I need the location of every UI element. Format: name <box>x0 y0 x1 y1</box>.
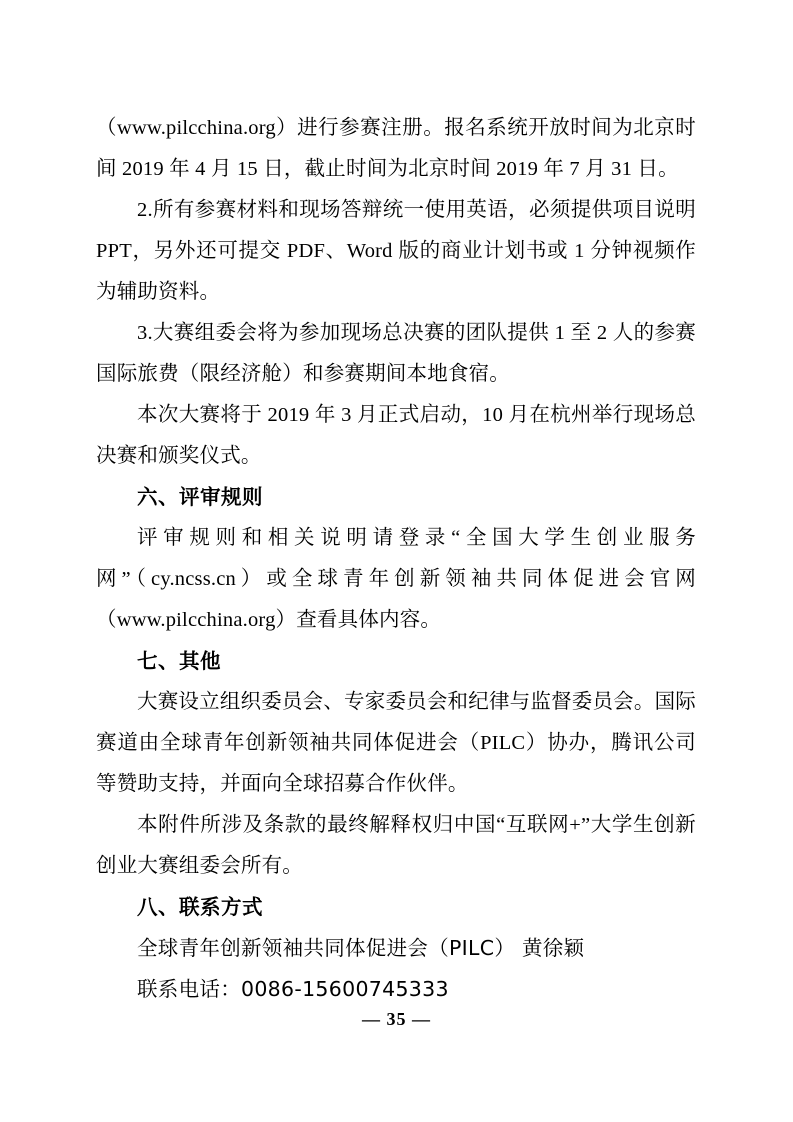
document-body <box>96 108 696 1010</box>
paragraph-schedule: 本次大赛将于 2019 年 3 月正式启动，10 月在杭州举行现场总决赛和颁奖仪式。 <box>96 404 696 467</box>
section-heading-seven: 七、其他 <box>137 649 221 673</box>
paragraph-registration: （www.pilcchina.org）进行参赛注册。报名系统开放时间为北京时间 2019 年 4 月 15 日，截止时间为北京时间 2019 年 7 月 31 日。 <box>96 117 696 180</box>
section-seven-body-2: 本附件所涉及条款的最终解释权归中国“互联网+”大学生创新创业大赛组委会所有。 <box>96 814 696 877</box>
contact-phone: 联系电话：0086-15600745333 <box>137 977 449 1001</box>
contact-organization: 全球青年创新领袖共同体促进会（PILC） 黄徐颖 <box>137 936 585 960</box>
section-heading-six: 六、评审规则 <box>137 485 263 509</box>
section-seven-body-1: 大赛设立组织委员会、专家委员会和纪律与监督委员会。国际赛道由全球青年创新领袖共同体促进会（PILC）协办，腾讯公司等赞助支持，并面向全球招募合作伙伴。 <box>96 691 696 795</box>
paragraph-travel: 3.大赛组委会将为参加现场总决赛的团队提供 1 至 2 人的参赛国际旅费（限经济舱）和参赛期间本地食宿。 <box>96 322 696 385</box>
paragraph-materials: 2.所有参赛材料和现场答辩统一使用英语，必须提供项目说明 PPT，另外还可提交 PDF、Word 版的商业计划书或 1 分钟视频作为辅助资料。 <box>96 199 696 303</box>
section-heading-eight: 八、联系方式 <box>137 895 263 919</box>
page-number-footer: — 35 — <box>362 1009 431 1029</box>
section-six-body: 评审规则和相关说明请登录“全国大学生创业服务网”（cy.ncss.cn）或全球青年创新领袖共同体促进会官网（www.pilcchina.org）查看具体内容。 <box>96 527 696 631</box>
